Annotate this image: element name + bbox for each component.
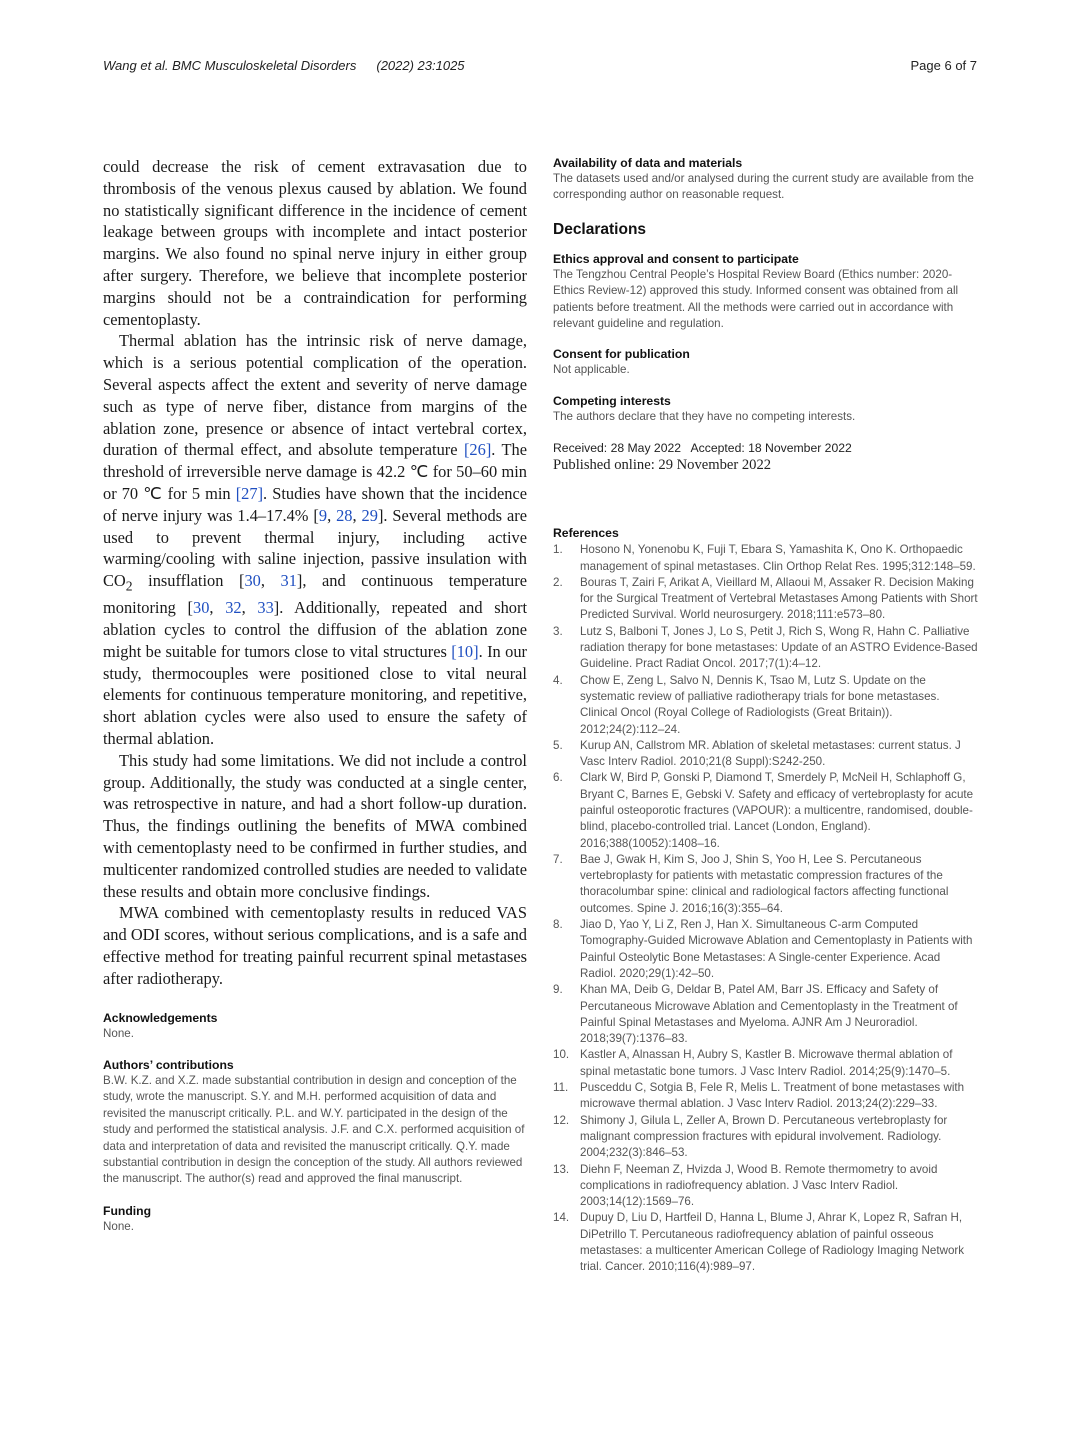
- paragraph-3: This study had some limitations. We did not include a control group. Additionally, the study was conducted at a single center, was retrospective in nature, and had a short follow-up duration. Thus, the findings outlining the benefits of MWA combined with cementoplasty need to be confirmed in further studies, and multicenter randomized controlled studies are needed to validate these results and obtain more conclusive findings.: [103, 750, 527, 901]
- competing-interests-text: The authors declare that they have no competing interests.: [553, 409, 856, 423]
- funding-section: [103, 1204, 527, 1235]
- reference-item: 14. Dupuy D, Liu D, Hartfeil D, Hanna L, Blume J, Ahrar K, Lopez R, Safran H, DiPetrillo T. Percutaneous radiofrequency ablation of painful osseous metastases: a multicenter American College of Radiology Imaging Network trial. Cancer. 2010;116(4):989–97.: [553, 1211, 965, 1274]
- ref-link-30[interactable]: 30: [244, 571, 261, 591]
- reference-item: 7. Bae J, Gwak H, Kim S, Joo J, Shin S, Yoo H, Lee S. Percutaneous vertebroplasty for patients with metastatic compression fractures of the thoracolumbar spine: clinical and radiological factors affecting functional outcomes. Spine J. 2016;16(3):355–64.: [553, 852, 949, 915]
- received-accepted-dates: Received: 28 May 2022 Accepted: 18 November 2022: [553, 441, 852, 456]
- reference-item: 5. Kurup AN, Callstrom MR. Ablation of skeletal metastases: current status. J Vasc Interv Radiol. 2010;21(8 Suppl):S242-250.: [553, 738, 961, 769]
- ref-link-27[interactable]: [27]: [235, 483, 264, 503]
- paragraph-4: MWA combined with cementoplasty results in reduced VAS and ODI scores, without serious complications, and is a safe and effective method for treating painful recurrent spinal metastases after radiotherapy.: [103, 903, 527, 988]
- authors-contributions-text: B.W. K.Z. and X.Z. made substantial contribution in design and conception of the study, wrote the manuscript. S.Y. and M.H. performed acquisition of data and revisited the manuscript critically. P.L. and W.Y. participated in the design of the study and performed the statistical analysis. J.F. and C.X. performed acquisition of data and interpretation of data and revisited the manuscript critically. Q.Y. made substantial contribution in design the conception of the study. All authors reviewed the manuscript. The author(s) read and approved the final manuscript.: [103, 1073, 525, 1186]
- acknowledgements-text: None.: [103, 1026, 134, 1040]
- reference-item: 2. Bouras T, Zairi F, Arikat A, Vieillard M, Allaoui M, Assaker R. Decision Making for the Surgical Treatment of Vertebral Metastases Among Patients with Short Predicted Survival. World neurosurgery. 2018;111:e573–80.: [553, 575, 978, 622]
- funding-heading: Funding: [103, 1203, 152, 1218]
- ethics-section: [553, 252, 978, 333]
- citation-year: (2022) 23:1025: [376, 58, 465, 73]
- consent-section: [553, 347, 978, 378]
- ref-link-31[interactable]: 31: [280, 571, 297, 591]
- references-section: [553, 526, 978, 1275]
- acknowledgements-section: [103, 1011, 527, 1042]
- ethics-heading: Ethics approval and consent to participate: [553, 251, 799, 266]
- paragraph-2: Thermal ablation has the intrinsic risk of nerve damage, which is a serious potential complication of the operation. Several aspects affect the extent and severity of nerve damage such as type of nerve fiber, distance from margins of the ablation zone, presence or absence of intact vertebral cortex, duration of thermal effect, and absolute temperature [26]. The threshold of irreversible nerve damage is 42.2 ℃ for 50–60 min or 70 ℃ for 5 min [27]. Studies have shown that the incidence of nerve injury was 1.4–17.4% [9, 28, 29]. Several methods are used to prevent thermal injury, including active warming/cooling with saline injection, passive insulation with $CO_2$ insufflation [30, 31], and continuous temperature monitoring [30, 32, 33]. Additionally, repeated and short ablation cycles to control the diffusion of the ablation zone might be suitable for tumors close to vital structures [10]. In our study, thermocouples were positioned close to vital neural elements for continuous temperature monitoring, and repetitive, short ablation cycles were also used to ensure the safety of thermal ablation.: [103, 331, 528, 748]
- reference-item: 3. Lutz S, Balboni T, Jones J, Lo S, Petit J, Rich S, Wong R, Hahn C. Palliative radiation therapy for bone metastases: Update of an ASTRO Evidence-Based Guideline. Pract Radiat Oncol. 2017;7(1):4–12.: [553, 624, 978, 671]
- reference-item: 8. Jiao D, Yao Y, Li Z, Ren J, Han X. Simultaneous C-arm Computed Tomography-Guided Microwave Ablation and Cementoplasty in Patients with Painful Osteolytic Bone Metastases: A Single-center Experience. Acad Radiol. 2020;29(1):42–50.: [553, 918, 973, 980]
- ref-link-28[interactable]: 28: [336, 505, 353, 525]
- authors-contributions-heading: Authors’ contributions: [103, 1057, 234, 1072]
- authors-contributions-section: [103, 1058, 527, 1188]
- competing-interests-section: [553, 394, 978, 425]
- consent-text: Not applicable.: [553, 363, 630, 377]
- reference-list: [553, 542, 978, 1275]
- right-column: [553, 156, 978, 1276]
- ref-link-30b[interactable]: 30: [193, 598, 210, 618]
- paragraph-1: could decrease the risk of cement extravasation due to thrombosis of the venous plexus caused by ablation. We found no statistically significant difference in the incidence of cement leakage between groups with incomplete and intact posterior margins. We also found no spinal nerve injury in either group after surgery. Therefore, we believe that incomplete posterior margins should not be a contraindication for performing cementoplasty.: [103, 157, 527, 329]
- reference-item: 10. Kastler A, Alnassan H, Aubry S, Kastler B. Microwave thermal ablation of spinal metastatic bone tumors. J Vasc Interv Radiol. 2014;25(9):1470–5.: [553, 1048, 953, 1078]
- ref-link-10[interactable]: [10]: [451, 641, 479, 661]
- reference-item: 11. Pusceddu C, Sotgia B, Fele R, Melis L. Treatment of bone metastases with microwave thermal ablation. J Vasc Interv Radiol. 2013;24(2):229–33.: [553, 1081, 965, 1111]
- ref-link-9[interactable]: 9: [318, 505, 328, 525]
- funding-text: None.: [103, 1219, 134, 1233]
- declarations-heading: Declarations: [553, 220, 647, 238]
- competing-interests-heading: Competing interests: [553, 393, 671, 408]
- citation-journal: Wang et al. BMC Musculoskeletal Disorders: [103, 58, 357, 73]
- page-number: Page 6 of 7: [910, 58, 977, 73]
- ethics-text: The Tengzhou Central People’s Hospital Review Board (Ethics number: 2020-Ethics Review-12) approved this study. Informed consent was obtained from all patients before treatment. All the methods were carried out in accordance with relevant guideline and regulation.: [553, 267, 959, 331]
- availability-text: The datasets used and/or analysed during the current study are available from the corresponding author on reasonable request.: [553, 172, 974, 202]
- reference-item: 13. Diehn F, Neeman Z, Hvizda J, Wood B. Remote thermometry to avoid complications in radiofrequency ablation. J Vasc Interv Radiol. 2003;14(12):1569–76.: [553, 1162, 938, 1209]
- consent-heading: Consent for publication: [553, 347, 690, 362]
- ref-link-32[interactable]: 32: [225, 598, 242, 618]
- running-header: [103, 58, 977, 78]
- references-heading: References: [553, 526, 619, 541]
- ref-link-26[interactable]: [26]: [463, 440, 492, 460]
- reference-item: 1. Hosono N, Yonenobu K, Fuji T, Ebara S, Yamashita K, Ono K. Orthopaedic management of spinal metastases. Clin Orthop Relat Res. 1995;312:148–59.: [553, 543, 976, 573]
- published-date: Published online: 29 November 2022: [553, 457, 772, 474]
- journal-citation: [103, 58, 465, 73]
- reference-item: 6. Clark W, Bird P, Gonski P, Diamond T, Smerdely P, McNeil H, Schlaphoff G, Bryant C, Barnes E, Gebski V. Safety and efficacy of vertebroplasty for acute painful osteoporotic fractures (VAPOUR): a multicentre, randomised, double-blind, placebo-controlled trial. Lancet (London, England). 2016;388(10052):1408–16.: [553, 771, 974, 850]
- ref-link-29[interactable]: 29: [361, 505, 378, 525]
- availability-heading: Availability of data and materials: [553, 156, 743, 170]
- left-column: [103, 156, 527, 1235]
- reference-item: 12. Shimony J, Gilula L, Zeller A, Brown D. Percutaneous vertebroplasty for malignant compression fractures with epidural involvement. Radiology. 2004;232(3):846–53.: [553, 1113, 948, 1160]
- availability-section: [553, 156, 978, 204]
- acknowledgements-heading: Acknowledgements: [103, 1010, 218, 1025]
- reference-item: 4. Chow E, Zeng L, Salvo N, Dennis K, Tsao M, Lutz S. Update on the systematic review of palliative radiotherapy trials for bone metastases. Clinical Oncol (Royal College of Radiologists (Great Britain)). 2012;24(2):112–24.: [553, 673, 940, 736]
- reference-item: 9. Khan MA, Deib G, Deldar B, Patel AM, Barr JS. Efficacy and Safety of Percutaneous Microwave Ablation and Cementoplasty in the Treatment of Painful Spinal Metastases and Myeloma. AJNR Am J Neuroradiol. 2018;39(7):1376–83.: [553, 983, 958, 1046]
- ref-link-33[interactable]: 33: [257, 598, 274, 618]
